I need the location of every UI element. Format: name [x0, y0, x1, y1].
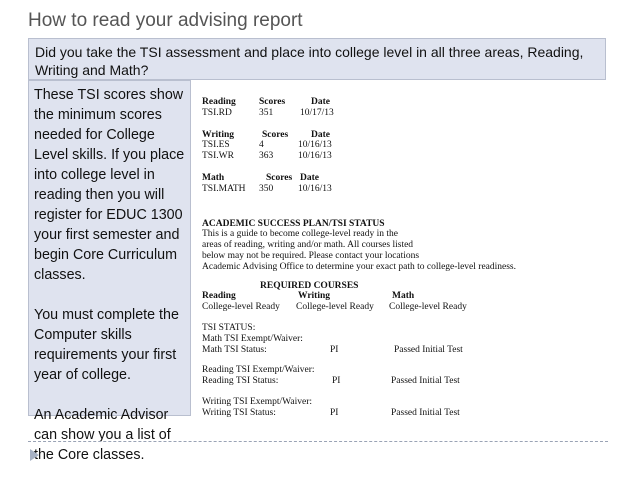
math-header-row — [202, 173, 612, 184]
writing-exempt-row — [202, 397, 612, 408]
writing-status-label: Writing TSI Status: — [202, 407, 276, 418]
explanation-paragraph-scores: These TSI scores show the minimum scores needed for College Level skills. If you place into college level in reading then you will register for EDUC 1300 your first semester and begin Core Curriculum classes. — [34, 87, 185, 283]
tsi-status — [202, 323, 612, 419]
writing-status-code: PI — [330, 407, 339, 418]
reading-header-scores: Scores — [259, 97, 286, 107]
required-subject-math: Math — [392, 291, 415, 302]
required-courses — [202, 281, 612, 313]
reading-header-date: Date — [311, 97, 330, 107]
explanation-paragraph-computer-skills: You must complete the Computer skills requirements your first year of college. — [34, 307, 179, 383]
success-plan-heading: ACADEMIC SUCCESS PLAN/TSI STATUS — [202, 218, 385, 229]
math-scores — [202, 173, 612, 195]
success-plan — [202, 219, 612, 273]
writing-header-subject: Writing — [202, 129, 235, 140]
reading-exempt-row — [202, 365, 612, 376]
writing-header-scores: Scores — [262, 129, 289, 140]
reading-scores — [202, 97, 612, 119]
math-header-subject: Math — [202, 172, 225, 183]
writing-scores — [202, 130, 612, 162]
writing-header-row — [202, 130, 612, 141]
success-plan-line: areas of reading, writing and/or math. All courses listed — [202, 240, 414, 251]
reading-test: TSI.RD — [202, 107, 232, 118]
required-courses-heading-row — [202, 281, 612, 292]
advising-report — [202, 97, 612, 419]
next-slide-arrow-icon[interactable] — [30, 449, 39, 461]
writing-score-row — [202, 140, 612, 151]
reading-header-subject: Reading — [202, 97, 236, 107]
math-status-text: Passed Initial Test — [394, 344, 463, 355]
writing-header-date: Date — [311, 129, 330, 140]
success-plan-line: This is a guide to become college-level ready in the — [202, 229, 398, 240]
math-score-row — [202, 184, 612, 195]
required-courses-subject-row — [202, 291, 612, 302]
writing-test: TSI.ES — [202, 140, 230, 151]
reading-exempt-label: Reading TSI Exempt/Waiver: — [202, 365, 315, 376]
writing-status-row — [202, 408, 612, 419]
writing-status-text: Passed Initial Test — [391, 407, 460, 418]
writing-test: TSI.WR — [202, 151, 234, 162]
tsi-status-heading-text: TSI STATUS: — [202, 322, 256, 333]
writing-score: 4 — [259, 140, 264, 151]
question-box: Did you take the TSI assessment and place into college level in all three areas, Reading, Writing and Math? — [28, 38, 606, 80]
math-score: 350 — [259, 183, 274, 194]
writing-exempt-label: Writing TSI Exempt/Waiver: — [202, 396, 313, 407]
reading-score: 351 — [259, 107, 274, 118]
reading-score-row — [202, 108, 612, 119]
required-courses-heading: REQUIRED COURSES — [260, 280, 359, 291]
required-status-math: College-level Ready — [389, 302, 467, 313]
reading-date: 10/17/13 — [300, 107, 334, 118]
math-header-date: Date — [300, 172, 319, 183]
math-test: TSI.MATH — [202, 183, 246, 194]
writing-score: 363 — [259, 151, 274, 162]
reading-status-row — [202, 376, 612, 387]
footer-divider — [28, 441, 608, 442]
reading-status-code: PI — [332, 376, 341, 387]
math-exempt-label: Math TSI Exempt/Waiver: — [202, 333, 303, 344]
required-courses-status-row — [202, 302, 612, 313]
explanation-box — [28, 80, 191, 463]
required-status-reading: College-level Ready — [202, 302, 280, 313]
success-plan-line: below may not be required. Please contact your locations — [202, 250, 420, 261]
required-subject-writing: Writing — [298, 291, 331, 302]
reading-status-text: Passed Initial Test — [391, 376, 460, 387]
slide-title: How to read your advising report — [28, 10, 303, 31]
math-exempt-row — [202, 334, 612, 345]
math-status-row — [202, 345, 612, 356]
math-header-scores: Scores — [266, 172, 293, 183]
math-date: 10/16/13 — [298, 183, 332, 194]
explanation-paragraph-advisor: An Academic Advisor can show you a list of the Core classes. — [34, 407, 171, 463]
writing-date: 10/16/13 — [298, 151, 332, 162]
required-subject-reading: Reading — [202, 291, 236, 302]
success-plan-line: Academic Advising Office to determine your exact path to college-level readiness. — [202, 261, 517, 272]
reading-status-label: Reading TSI Status: — [202, 376, 279, 387]
math-status-label: Math TSI Status: — [202, 344, 267, 355]
reading-header-row — [202, 97, 612, 108]
required-status-writing: College-level Ready — [296, 302, 374, 313]
tsi-status-heading — [202, 323, 612, 334]
writing-date: 10/16/13 — [298, 140, 332, 151]
writing-score-row — [202, 151, 612, 162]
math-status-code: PI — [330, 344, 339, 355]
